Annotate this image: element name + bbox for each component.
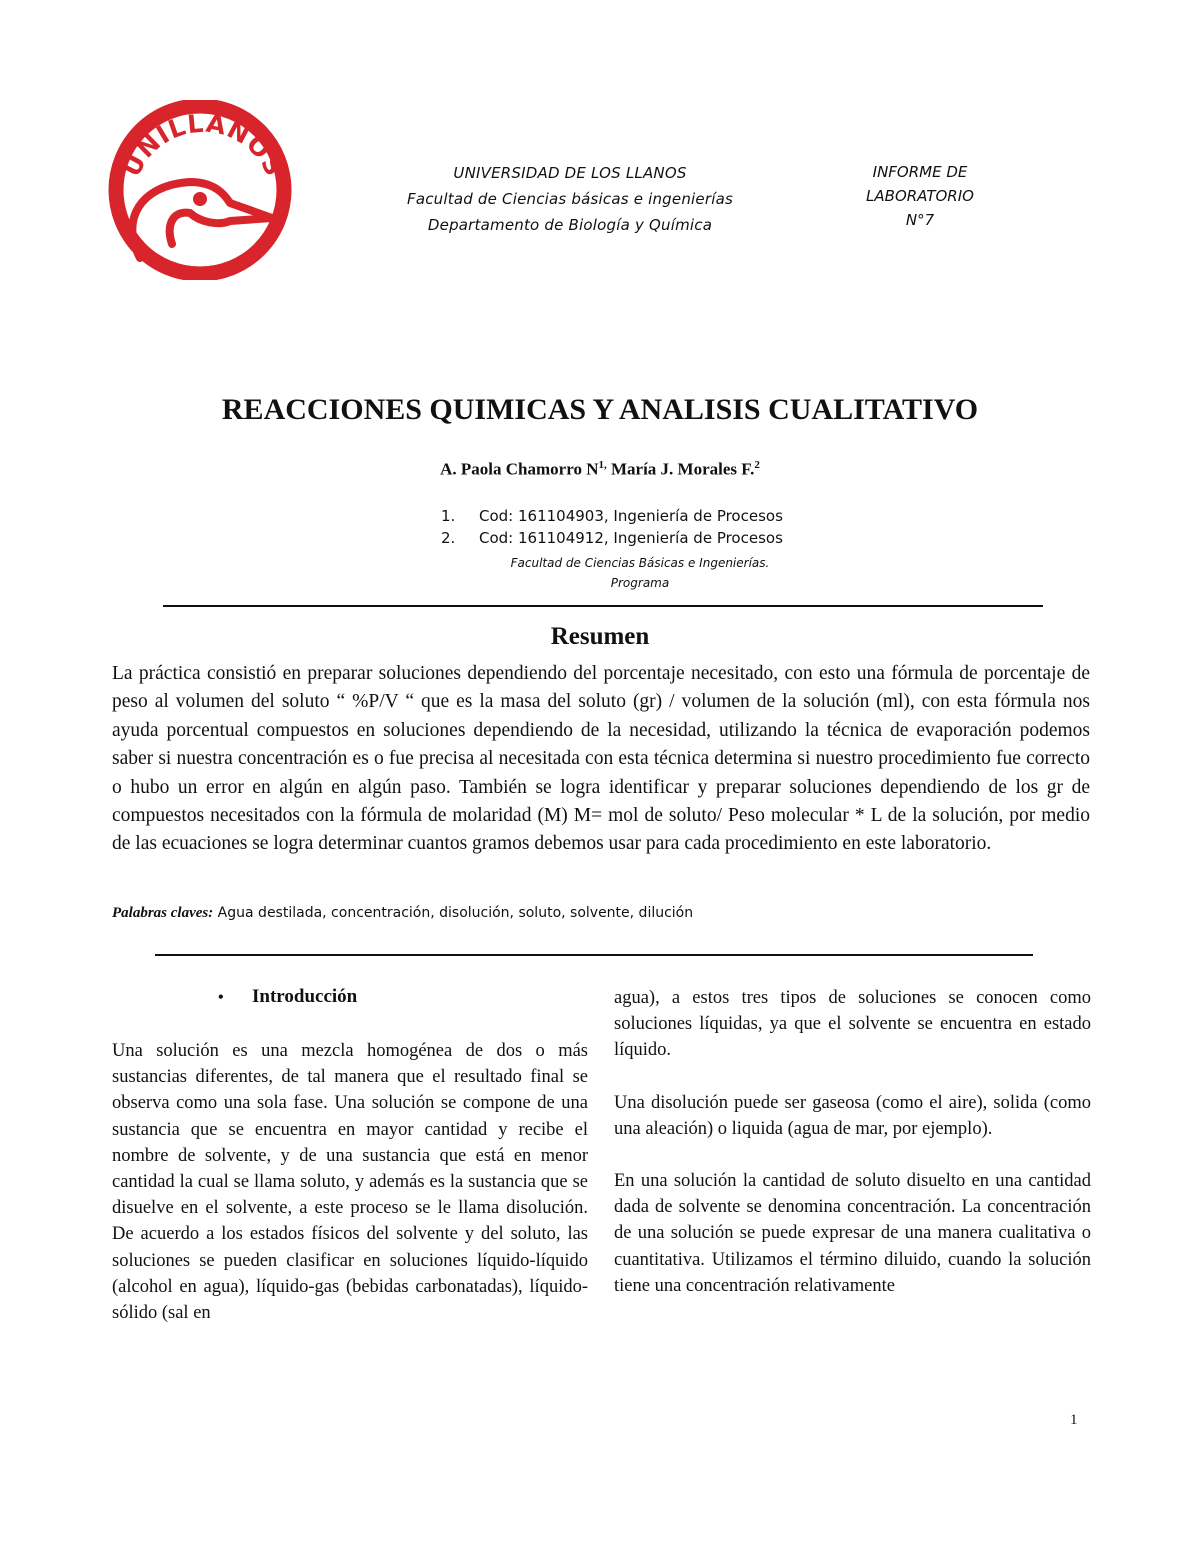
institution-block [385,160,755,238]
author-codes [437,505,897,549]
code-item [437,527,897,549]
faculty-line: Facultad de Ciencias Básicas e Ingenierías. [510,556,770,570]
author-2: María J. Morales F. [606,459,755,479]
code-text: Cod: 161104903, Ingeniería de Procesos [479,507,783,525]
author-2-ref: 2 [754,459,760,471]
abstract-heading: Resumen [550,623,650,650]
divider-top [163,605,1043,607]
author-1-ref: 1, [598,459,607,471]
logo-text: UNILLANOS [116,108,290,182]
keywords-list: Agua destilada, concentración, disolución, soluto, solvente, dilución [213,905,694,921]
code-number: 1. [441,507,456,525]
page-number: 1 [1070,1412,1078,1428]
intro-paragraph-3: Una disolución puede ser gaseosa (como el aire), solida (como una aleación) o liquida (agua de mar, por ejemplo). [614,1092,1091,1139]
abstract-body [112,660,1090,859]
bullet-icon: • [218,989,224,1006]
report-line-2: LABORATORIO [866,187,974,205]
report-number: N°7 [905,211,935,229]
column-right [614,985,1091,1299]
report-line-1: INFORME DE [872,163,968,181]
department-name: Departamento de Biología y Química [427,216,713,234]
introduction-title: Introducción [252,986,358,1007]
author-faculty [460,553,820,593]
document-title: REACCIONES QUIMICAS Y ANALISIS CUALITATIVO [221,393,979,426]
unillanos-logo [100,100,300,280]
keywords [112,905,1090,922]
authors [100,459,1100,480]
keywords-label: Palabras claves: [112,905,214,921]
program-line: Programa [610,576,670,590]
intro-paragraph-2: agua), a estos tres tipos de soluciones se conocen como soluciones líquidas, ya que el solvente se encuentra en estado líquido. [614,988,1091,1061]
author-1: A. Paola Chamorro N [440,459,599,479]
faculty-name: Facultad de Ciencias básicas e ingenierías [407,190,733,208]
report-label [835,160,1005,232]
abstract-text: La práctica consistió en preparar soluciones dependiendo del porcentaje necesitado, con esto una fórmula de porcentaje de peso al volumen del soluto “ %P/V “ que es la masa del soluto (gr) / volumen de la solución (ml), con esta fórmula nos ayuda porcentual compuestos en soluciones dependiendo de la necesidad, utilizando la técnica de evaporación podemos saber si nuestra concentración es o fue precisa al necesitada con esta técnica determina si nuestro procedimiento fue correcto o hubo un error en algún en algún paso. También se logra identificar y preparar soluciones dependiendo de los gr de compuestos necesitados con la fórmula de molaridad (M) M= mol de soluto/ Peso molecular * L de la solución, por medio de las ecuaciones se logra determinar cuantos gramos debemos usar para cada procedimiento en este laboratorio. [112,663,1090,855]
column-left [112,1038,588,1326]
divider-bottom [155,954,1033,956]
intro-paragraph-1: Una solución es una mezcla homogénea de dos o más sustancias diferentes, de tal manera que el resultado final se observa como una sola fase. Una solución se compone de una sustancia que se encuentra en mayor cantidad y recibe el nombre de solvente, y de una sustancia que está en menor cantidad la cual se llama soluto, y además es la sustancia que se disuelve en el solvente, a este proceso se le llama disolución. De acuerdo a los estados físicos del solvente y del soluto, las soluciones se pueden clasificar en soluciones líquido-líquido (alcohol en agua), líquido-gas (bebidas carbonatadas), líquido-sólido (sal en [112,1041,588,1324]
code-item [437,505,897,527]
introduction-heading [218,986,357,1008]
intro-paragraph-4: En una solución la cantidad de soluto disuelto en una cantidad dada de solvente se denomina concentración. La concentración de una solución se puede expresar de una manera cualitativa o cuantitativa. Utilizamos el término diluido, cuando la solución tiene una concentración relativamente [614,1171,1091,1296]
university-name: UNIVERSIDAD DE LOS LLANOS [453,164,687,182]
code-text: Cod: 161104912, Ingeniería de Procesos [479,529,783,547]
code-number: 2. [441,529,456,547]
